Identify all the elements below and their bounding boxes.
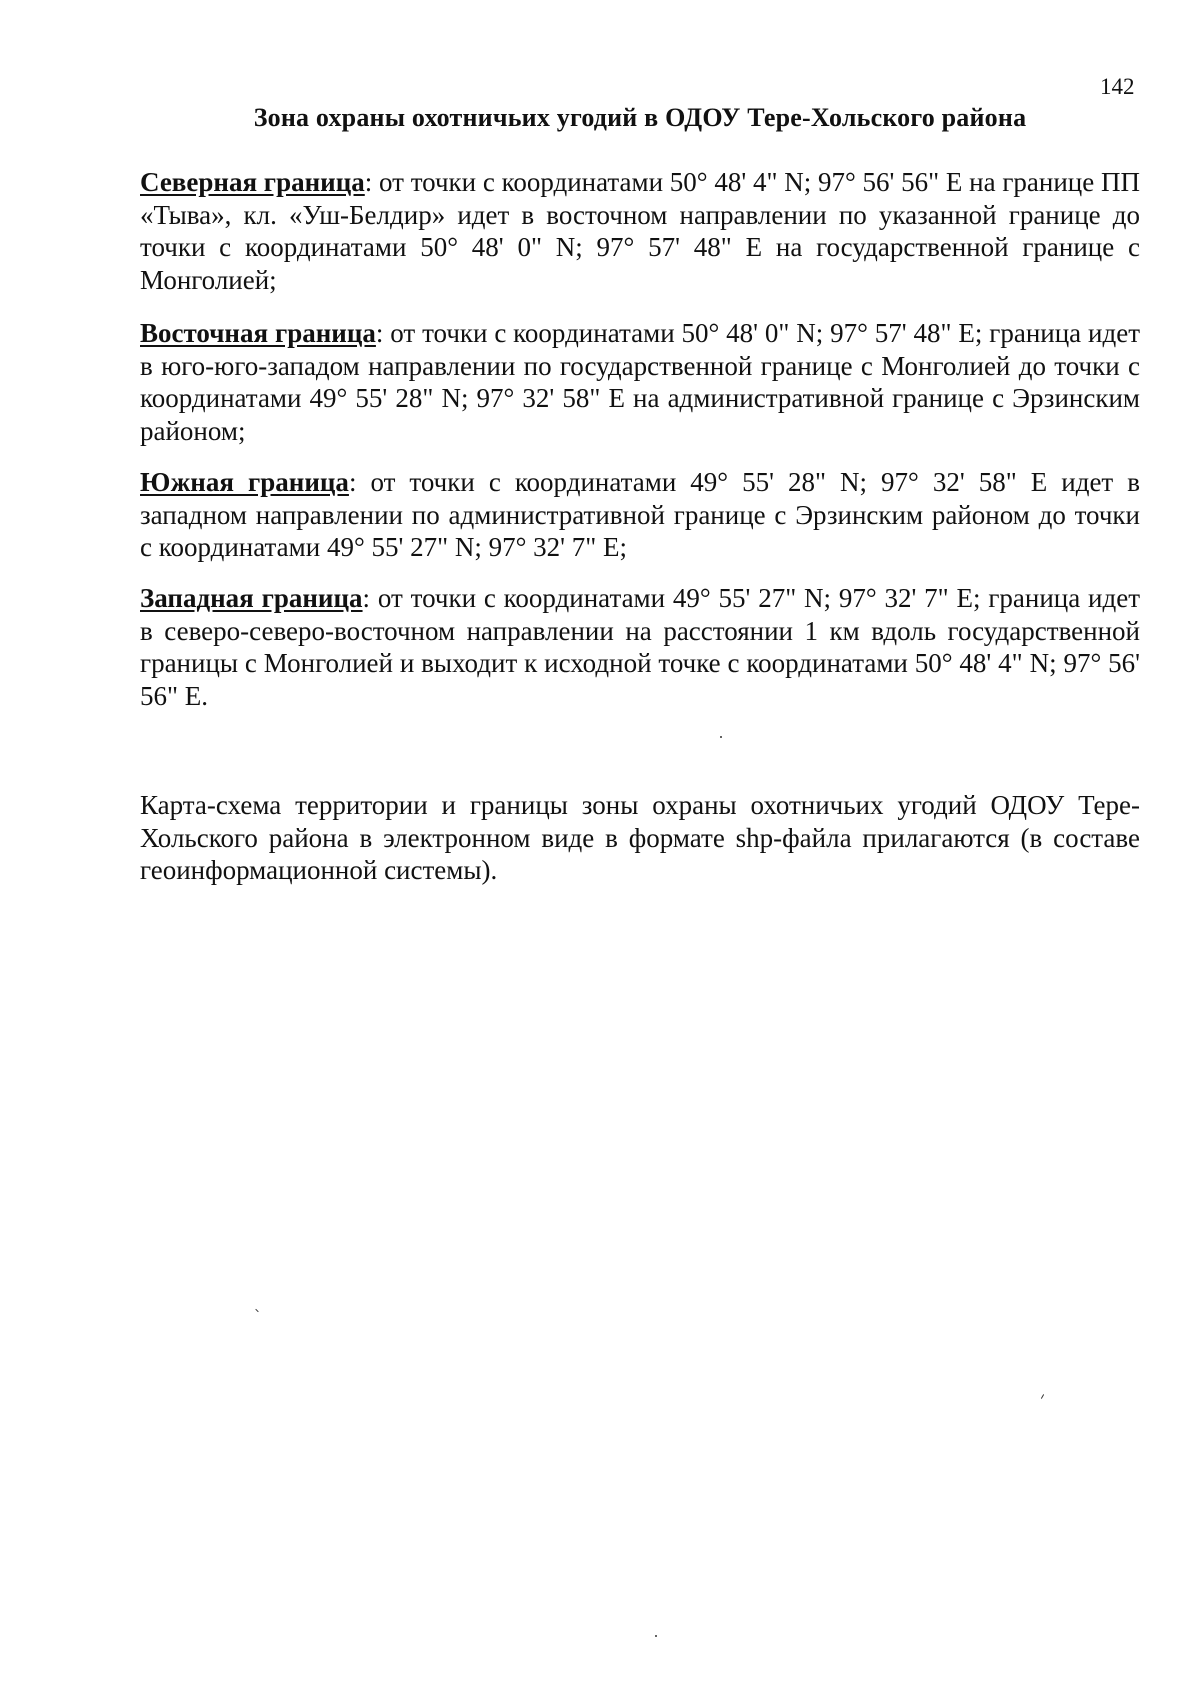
west-boundary-label: Западная граница xyxy=(140,583,363,613)
west-boundary-paragraph xyxy=(140,582,1140,712)
scan-speck xyxy=(1041,1394,1044,1399)
document-title: Зона охраны охотничьих угодий в ОДОУ Тере-Хольского района xyxy=(253,103,1027,132)
north-boundary-paragraph xyxy=(140,166,1140,296)
east-boundary-text: : от точки с координатами 50° 48' 0" N; 97° 57' 48" E; граница идет в юго-юго-западом направлении по государственной границе с Монголией до точки с координатами 49° 55' 28" N; 97° 32' 58" E на административной границе с Эрзинским районом; xyxy=(140,318,1140,446)
east-boundary-paragraph xyxy=(140,317,1140,447)
east-boundary-label: Восточная граница xyxy=(140,318,376,348)
map-scheme-note: Карта-схема территории и границы зоны охраны охотничьих угодий ОДОУ Тере-Хольского района в электронном виде в формате shp-файла прилагаются (в составе геоинформационной системы). xyxy=(140,790,1140,885)
south-boundary-text: : от точки с координатами 49° 55' 28" N; 97° 32' 58" E идет в западном направлении по административной границе с Эрзинским районом до точки с координатами 49° 55' 27" N; 97° 32' 7" E; xyxy=(140,467,1140,562)
west-boundary-text: : от точки с координатами 49° 55' 27" N; 97° 32' 7" E; граница идет в северо-северо-восточном направлении на расстоянии 1 км вдоль государственной границы с Монголией и выходит к исходной точке с координатами 50° 48' 4" N; 97° 56' 56" E. xyxy=(140,583,1140,711)
north-boundary-text: : от точки с координатами 50° 48' 4" N; 97° 56' 56" E на границе ПП «Тыва», кл. «Уш-Белдир» идет в восточном направлении по указанной границе до точки с координатами 50° 48' 0" N; 97° 57' 48" E на государственной границе с Монголией; xyxy=(140,167,1140,295)
scan-speck xyxy=(255,1309,259,1313)
south-boundary-label: Южная граница xyxy=(140,467,349,497)
scan-speck xyxy=(655,1635,657,1637)
scan-speck xyxy=(720,736,722,738)
north-boundary-label: Северная граница xyxy=(140,167,365,197)
page-number: 142 xyxy=(1100,74,1135,99)
south-boundary-paragraph xyxy=(140,466,1140,564)
